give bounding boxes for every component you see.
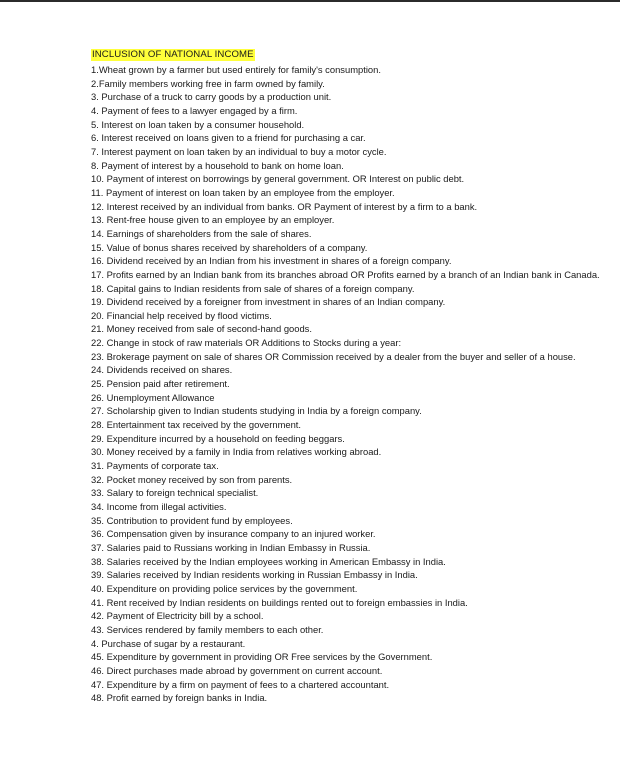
list-item: 36. Compensation given by insurance company to an injured worker.	[91, 528, 376, 540]
list-item: 10. Payment of interest on borrowings by general government. OR Interest on public debt.	[91, 173, 465, 185]
list-item: 25. Pension paid after retirement.	[91, 378, 230, 390]
list-item: 1.Wheat grown by a farmer but used entirely for family's consumption.	[91, 64, 381, 75]
list-item: 33. Salary to foreign technical specialist.	[91, 487, 259, 499]
list-item: 12. Interest received by an individual from banks. OR Payment of interest by a firm to a bank.	[91, 200, 478, 212]
list-item: 11. Payment of interest on loan taken by an employee from the employer.	[91, 186, 395, 198]
list-item: 28. Entertainment tax received by the government.	[91, 419, 302, 431]
list-item: 43. Services rendered by family members to each other.	[91, 623, 324, 635]
list-item: 18. Capital gains to Indian residents from sale of shares of a foreign company.	[91, 282, 415, 294]
list-item: 4. Payment of fees to a lawyer engaged by a firm.	[91, 104, 298, 116]
list-item: 3. Purchase of a truck to carry goods by a production unit.	[91, 91, 332, 103]
list-item: 5. Interest on loan taken by a consumer household.	[91, 118, 305, 130]
list-item: 34. Income from illegal activities.	[91, 501, 227, 512]
list-item: 16. Dividend received by an Indian from his investment in shares of a foreign company.	[91, 255, 452, 267]
list-item: 24. Dividends received on shares.	[91, 364, 233, 376]
list-item: 26. Unemployment Allowance	[91, 391, 215, 403]
question-list	[91, 63, 611, 705]
list-item: 23. Brokerage payment on sale of shares OR Commission received by a dealer from the buyer and seller of a house.	[91, 350, 576, 362]
list-item: 31. Payments of corporate tax.	[91, 460, 219, 472]
list-item: 19. Dividend received by a foreigner from investment in shares of an Indian company.	[91, 296, 446, 308]
list-item: 22. Change in stock of raw materials OR Additions to Stocks during a year:	[91, 337, 402, 349]
list-item: 2.Family members working free in farm owned by family.	[91, 77, 325, 89]
list-item: 40. Expenditure on providing police services by the government.	[91, 582, 358, 594]
document-title: INCLUSION OF NATIONAL INCOME	[92, 49, 254, 60]
list-item: 46. Direct purchases made abroad by government on current account.	[91, 664, 383, 676]
list-item: 14. Earnings of shareholders from the sale of shares.	[91, 227, 312, 239]
document-body	[91, 44, 611, 705]
list-item: 17. Profits earned by an Indian bank from its branches abroad OR Profits earned by a branch of an Indian bank in Canada.	[91, 268, 600, 280]
list-item: 29. Expenditure incurred by a household on feeding beggars.	[91, 432, 345, 444]
list-item: 47. Expenditure by a firm on payment of fees to a chartered accountant.	[91, 678, 390, 690]
list-item: 20. Financial help received by flood victims.	[91, 309, 272, 321]
list-item: 45. Expenditure by government in providing OR Free services by the Government.	[91, 651, 433, 663]
list-item: 37. Salaries paid to Russians working in Indian Embassy in Russia.	[91, 541, 371, 553]
list-item: 6. Interest received on loans given to a friend for purchasing a car.	[91, 132, 366, 144]
list-item: 13. Rent-free house given to an employee by an employer.	[91, 214, 335, 226]
list-item: 21. Money received from sale of second-hand goods.	[91, 323, 312, 335]
list-item: 48. Profit earned by foreign banks in India.	[91, 692, 268, 704]
list-item: 41. Rent received by Indian residents on buildings rented out to foreign embassies in India.	[91, 596, 468, 608]
list-item: 8. Payment of interest by a household to bank on home loan.	[91, 159, 344, 171]
list-item: 39. Salaries received by Indian residents working in Russian Embassy in India.	[91, 569, 418, 581]
list-item: 27. Scholarship given to Indian students studying in India by a foreign company.	[91, 405, 422, 417]
list-item: 35. Contribution to provident fund by employees.	[91, 514, 293, 526]
list-item: 32. Pocket money received by son from parents.	[91, 473, 293, 485]
list-item: 7. Interest payment on loan taken by an individual to buy a motor cycle.	[91, 145, 387, 157]
list-item: 30. Money received by a family in India from relatives working abroad.	[91, 446, 382, 458]
top-border	[0, 0, 620, 2]
list-item: 4. Purchase of sugar by a restaurant.	[91, 637, 246, 649]
list-item: 15. Value of bonus shares received by shareholders of a company.	[91, 241, 368, 253]
list-item: 38. Salaries received by the Indian employees working in American Embassy in India.	[91, 555, 446, 567]
list-item: 42. Payment of Electricity bill by a school.	[91, 610, 264, 622]
